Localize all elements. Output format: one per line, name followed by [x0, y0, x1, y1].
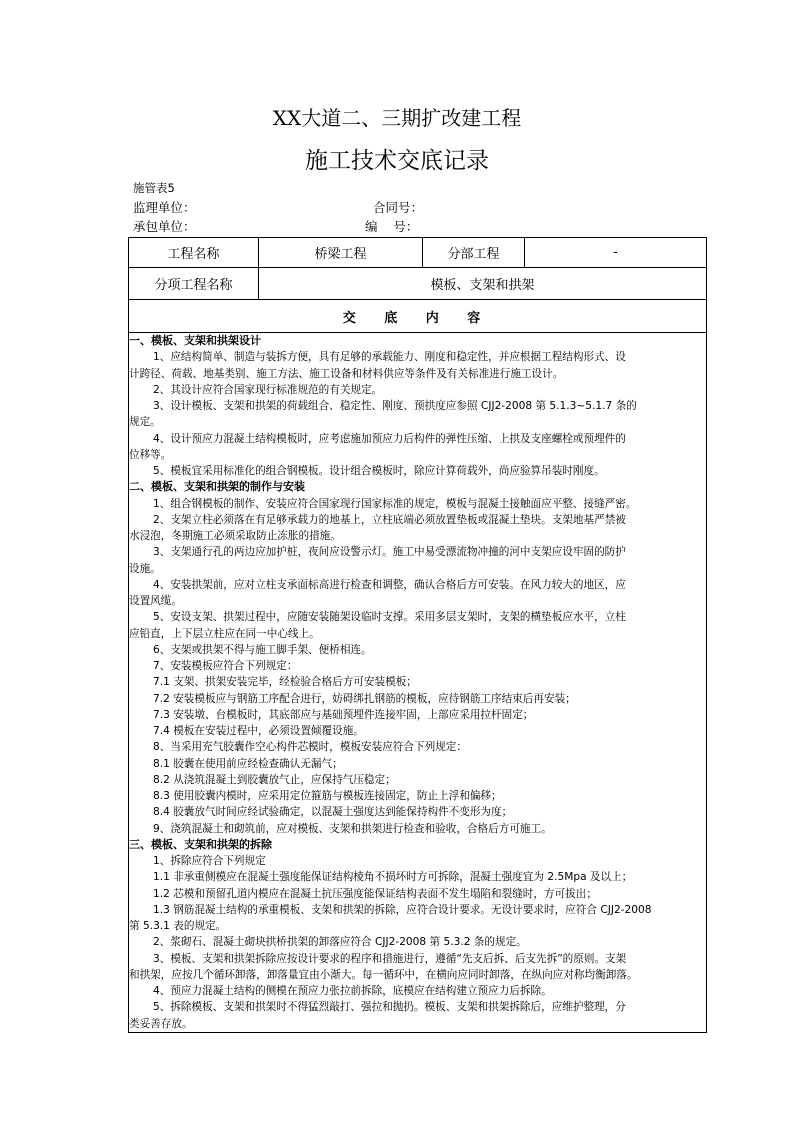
content-line: 位移等。 [129, 448, 172, 461]
content-line: 5、拆除模板、支架和拱架时不得猛烈敲打、强拉和抛扔。模板、支架和拱架拆除后，应维护整理，分 [153, 1001, 626, 1014]
form-number: 施管表5 [133, 181, 175, 195]
content-line: 规定。 [129, 416, 161, 429]
content-line: 4、安装拱架前，应对立柱支承面标高进行检查和调整，确认合格后方可安装。在风力较大的地区，应 [153, 578, 626, 591]
content-line: 3、设计模板、支架和拱架的荷载组合、稳定性、刚度、预拱度应参照 CJJ2-2008 第 5.1.3~5.1.7 条的 [153, 400, 637, 412]
content-line: 1.3 钢筋混凝土结构的承重模板、支架和拱架的拆除，应符合设计要求。无设计要求时，应符合 CJJ2-2008 [153, 903, 652, 916]
table-row [129, 268, 707, 300]
content-line: 6、支架或拱架不得与施工脚手架、便桥相连。 [153, 643, 372, 656]
contract-number-label: 合同号： [373, 200, 424, 215]
content-line: 和拱架，应按几个循环卸落，卸落量宜由小渐大。每一循环中，在横向应同时卸落，在纵向应对称均衡卸落。 [129, 968, 638, 981]
table-row [129, 238, 707, 268]
content-line: 2、其设计应符合国家现行标准规范的有关规定。 [153, 383, 383, 396]
section-heading: 一、模板、支架和拱架设计 [129, 334, 261, 347]
content-line: 7.2 安装模板应与钢筋工序配合进行，妨碍绑扎钢筋的模板，应待钢筋工序结束后再安装； [153, 692, 576, 705]
content-line: 4、预应力混凝土结构的侧模在预应力张拉前拆除，底模应在结构建立预应力后拆除。 [153, 985, 552, 997]
content-line: 8.4 胶囊放气时间应经试验确定，以混凝土强度达到能保持构件不变形为度； [153, 806, 513, 819]
content-line: 3、模板、支架和拱架拆除应按设计要求的程序和措施进行，遵循“先支后拆、后支先拆”的原则。支架 [153, 952, 627, 965]
disclosure-table [128, 237, 707, 1033]
sub-project-label: 分部工程 [423, 238, 525, 268]
section-heading: 三、模板、支架和拱架的拆除 [129, 837, 272, 851]
content-line: 1、应结构简单、制造与装拆方便，具有足够的承载能力、刚度和稳定性，并应根据工程结构形式、设 [153, 351, 626, 364]
content-line: 2、浆砌石、混凝土砌块拱桥拱架的卸落应符合 CJJ2-2008 第 5.3.2 条的规定。 [153, 936, 527, 949]
content-line: 8.3 使用胶囊内模时，应采用定位箍筋与模板连接固定，防止上浮和偏移； [153, 790, 502, 802]
project-name-label: 工程名称 [129, 238, 259, 268]
content-line: 8.1 胶囊在使用前应经检查确认无漏气； [153, 757, 343, 770]
content-header: 交 底 内 容 [129, 300, 707, 333]
content-line: 第 5.3.1 表的规定。 [129, 920, 227, 932]
serial-number-label: 编 号： [365, 219, 419, 234]
content-line: 设置风缆。 [129, 595, 182, 607]
content-line: 7、安装模板应符合下列规定： [153, 660, 298, 672]
supervision-unit-label: 监理单位： [133, 200, 196, 215]
content-line: 类妥善存放。 [129, 1017, 193, 1030]
content-line: 1、组合钢模板的制作、安装应符合国家现行国家标准的规定，模板与混凝土接触面应平整、接缝严密。 [153, 497, 637, 510]
content-line: 7.1 支架、拱架安装完毕，经检验合格后方可安装模板； [153, 676, 417, 689]
project-name-value: 桥梁工程 [259, 238, 423, 268]
content-line: 9、浇筑混凝土和砌筑前，应对模板、支架和拱架进行检查和验收，合格后方可施工。 [153, 822, 552, 835]
content-line: 7.4 模板在安装过程中，必须设置倾覆设施。 [153, 725, 364, 737]
content-line: 7.3 安装墩、台模板时，其底部应与基础预埋件连接牢固，上部应采用拉杆固定； [153, 708, 534, 721]
content-line: 计跨径、荷载、地基类别、施工方法、施工设备和材料供应等条件及有关标准进行施工设计。 [129, 367, 564, 380]
content-line: 2、支架立柱必须落在有足够承载力的地基上，立柱底端必须放置垫板或混凝土垫块。支架地基严禁被 [153, 513, 626, 526]
content-line: 1.1 非承重侧模应在混凝土强度能保证结构棱角不损坏时方可拆除，混凝土强度宜为 2.5Mpa 及以上； [153, 871, 633, 884]
content-line: 8.2 从浇筑混凝土到胶囊放气止，应保持气压稳定； [153, 773, 396, 786]
content-line: 设施。 [129, 562, 161, 575]
content-line: 5、安设支架、拱架过程中，应随安装随架设临时支撑。采用多层支架时，支架的横垫板应水平，立柱 [153, 611, 626, 624]
content-line: 水浸泡，冬期施工必须采取防止冻胀的措施。 [129, 530, 341, 542]
content-lines [129, 333, 706, 1032]
document-subtitle: 施工技术交底记录 [305, 148, 489, 174]
content-line: 5、模板宜采用标准化的组合钢模板。设计组合模板时，除应计算荷载外，尚应验算吊装时刚度。 [153, 465, 605, 477]
content-line: 3、支架通行孔的两边应加护桩，夜间应设警示灯。施工中易受漂流物冲撞的河中支架应设牢固的防护 [153, 546, 626, 559]
document-title: XX大道二、三期扩改建工程 [272, 106, 522, 130]
item-name-value: 模板、支架和拱架 [259, 268, 707, 300]
section-heading: 二、模板、支架和拱架的制作与安装 [129, 480, 305, 494]
content-body [129, 333, 707, 1033]
content-line: 1、拆除应符合下列规定 [153, 855, 266, 867]
item-name-label: 分项工程名称 [129, 268, 259, 300]
table-row [129, 300, 707, 333]
table-row [129, 333, 707, 1033]
content-line: 应铅直，上下层立柱应在同一中心线上。 [129, 627, 320, 640]
contractor-unit-label: 承包单位： [133, 219, 196, 234]
content-line: 1.2 芯模和预留孔道内模应在混凝土抗压强度能保证结构表面不发生塌陷和裂缝时，方可拔出； [153, 887, 597, 900]
sub-project-value: - [525, 238, 707, 268]
content-line: 8、当采用充气胶囊作空心构件芯模时，模板安装应符合下列规定： [153, 741, 467, 754]
content-line: 4、设计预应力混凝土结构模板时，应考虑施加预应力后构件的弹性压缩、上拱及支座螺栓或预埋件的 [153, 432, 626, 445]
